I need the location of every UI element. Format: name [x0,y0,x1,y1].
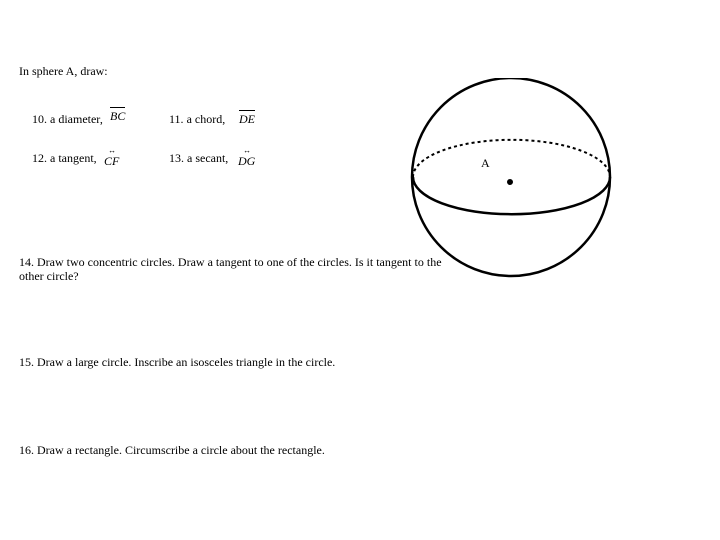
worksheet-heading: In sphere A, draw: [19,64,108,78]
item-13-label: a secant, [187,151,229,165]
segment-bc-notation [110,107,125,122]
item-11-text [169,112,225,126]
item-12-text [32,151,97,165]
equator-back-arc [413,140,610,177]
line-arrow-icon: ↔ [243,146,251,155]
question-16: 16. Draw a rectangle. Circumscribe a circle about the rectangle. [19,443,325,457]
line-cf-label: CF [104,154,120,168]
item-11-label: a chord, [186,112,226,126]
item-13-number: 13. [169,151,184,165]
question-14: 14. Draw two concentric circles. Draw a tangent to one of the circles. Is it tangent to the other circle? [19,255,442,283]
line-arrow-icon: ↔ [108,146,116,155]
line-dg-label: DG [238,154,256,168]
sphere-diagram [405,78,625,288]
line-cf-notation [104,147,119,167]
item-13-text [169,151,228,165]
line-dg-notation [238,147,255,167]
segment-de-label: DE [239,112,255,126]
sphere-outline [412,78,610,276]
segment-bc-label: BC [110,109,126,123]
item-10-text [32,112,103,126]
item-11-number: 11. [169,112,184,126]
center-point-a [507,179,513,185]
item-10-number: 10. [32,112,47,126]
item-12-number: 12. [32,151,47,165]
center-label-a: A [481,156,490,170]
item-10-label: a diameter, [50,112,103,126]
segment-de-notation [239,110,255,125]
question-15: 15. Draw a large circle. Inscribe an isosceles triangle in the circle. [19,355,336,369]
item-12-label: a tangent, [50,151,97,165]
